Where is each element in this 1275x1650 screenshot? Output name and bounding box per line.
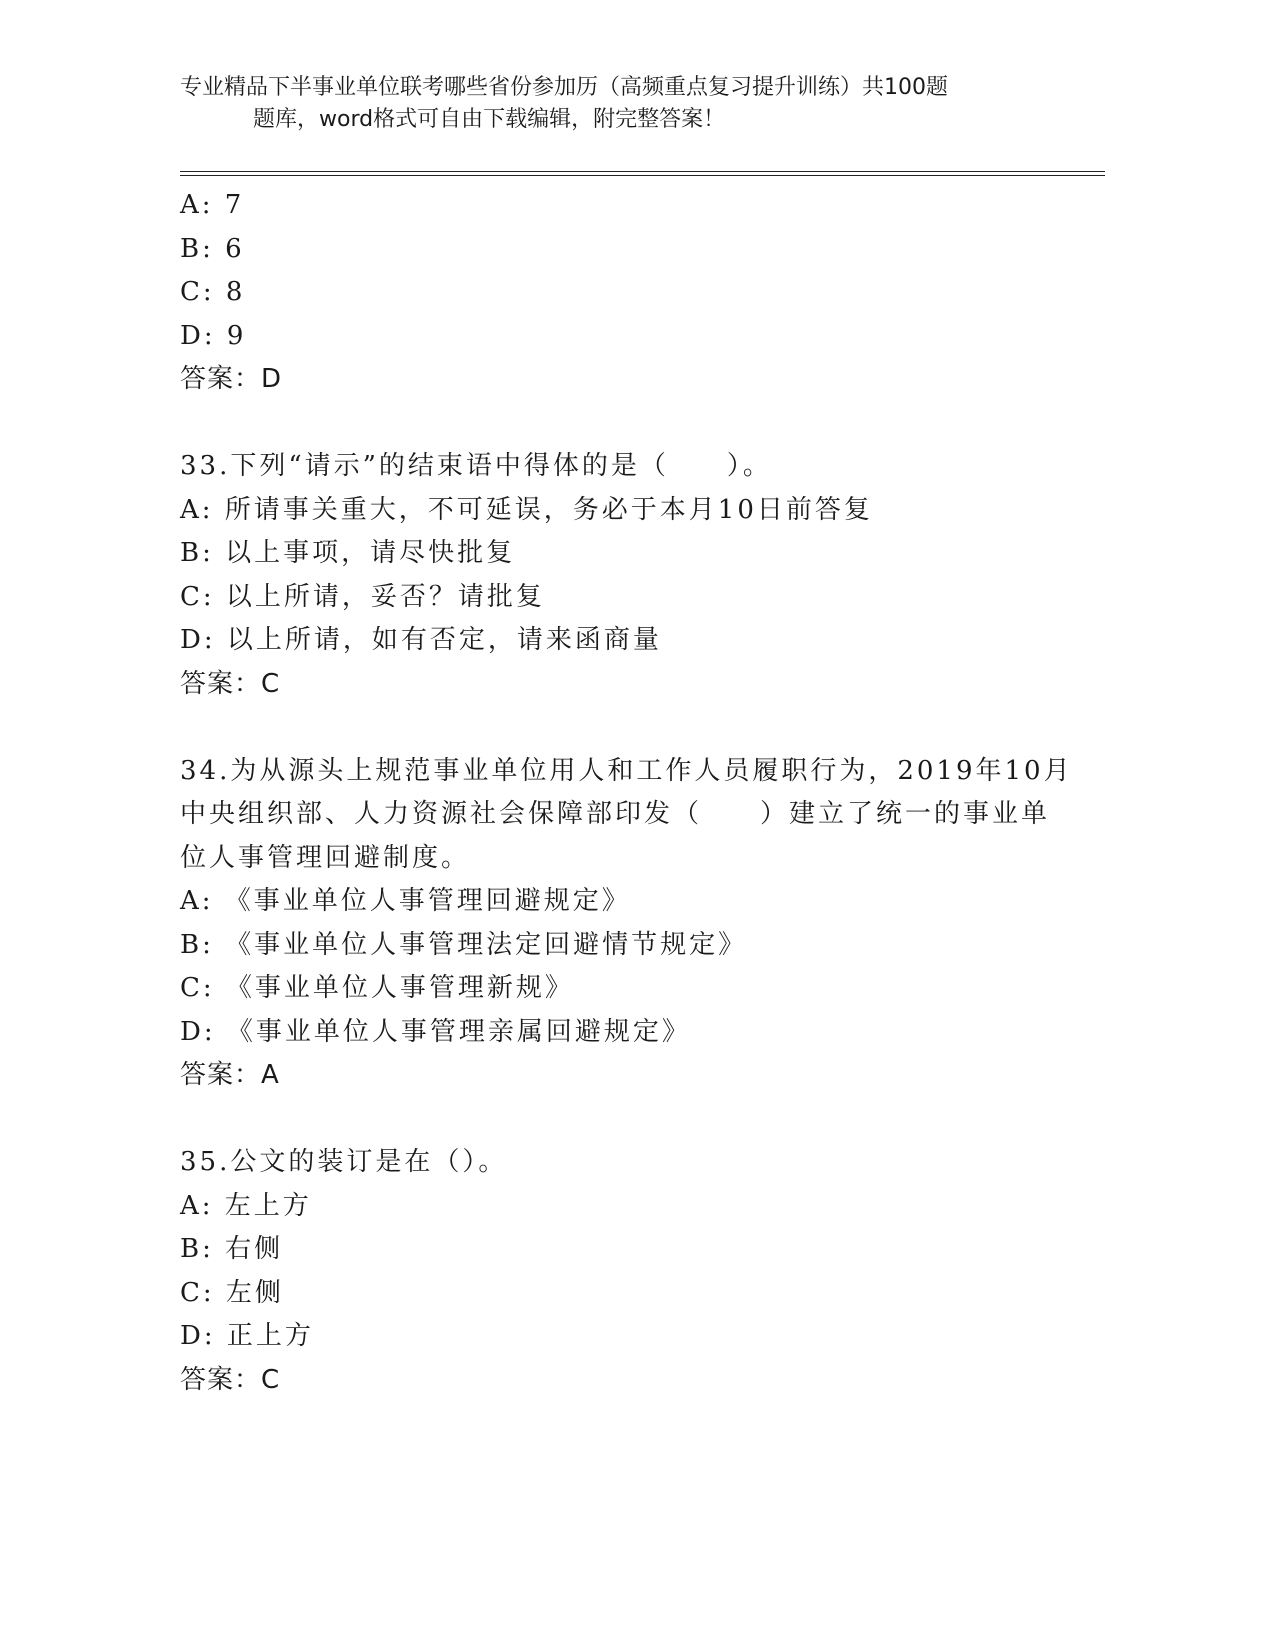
header-line-2: 题库，word格式可自由下载编辑，附完整答案！ (253, 107, 726, 132)
document-header (180, 72, 1060, 136)
option-d: D: 《事业单位人事管理亲属回避规定》 (180, 1016, 691, 1047)
option-c: C: 左侧 (180, 1277, 284, 1308)
answer: 答案：C (180, 668, 281, 699)
question-stem-line-2: 中央组织部、人力资源社会保障部印发（ ）建立了统一的事业单 (180, 799, 1051, 829)
option-b: B: 6 (180, 233, 245, 264)
answer: 答案：C (180, 1364, 281, 1395)
option-a: A: 《事业单位人事管理回避规定》 (180, 886, 631, 916)
question-stem: 35.公文的装订是在（）。 (180, 1147, 508, 1177)
question-stem: 33.下列“请示”的结束语中得体的是（ ）。 (180, 451, 772, 481)
question-34 (180, 750, 1073, 1098)
option-b: B: 以上事项，请尽快批复 (180, 538, 516, 568)
option-c: C: 8 (180, 277, 246, 307)
option-b: B: 右侧 (180, 1234, 284, 1264)
header-line-1: 专业精品下半事业单位联考哪些省份参加历（高频重点复习提升训练）共100题 (180, 75, 948, 100)
option-d: D: 正上方 (180, 1321, 314, 1351)
question-stem-line-1: 34.为从源头上规范事业单位用人和工作人员履职行为，2019年10月 (180, 755, 1073, 786)
option-a: A: 7 (180, 190, 245, 220)
header-rule-bottom (180, 175, 1105, 176)
question-list (180, 184, 1073, 1402)
question-33 (180, 445, 1060, 706)
option-c: C: 《事业单位人事管理新规》 (180, 973, 574, 1003)
question-32 (180, 184, 1060, 402)
option-d: D: 9 (180, 320, 247, 351)
question-stem-line-3: 位人事管理回避制度。 (180, 842, 471, 873)
answer: 答案：A (180, 1060, 280, 1090)
option-b: B: 《事业单位人事管理法定回避情节规定》 (180, 929, 748, 960)
option-a: A: 所请事关重大，不可延误，务必于本月10日前答复 (180, 494, 873, 525)
question-35 (180, 1141, 1060, 1402)
option-a: A: 左上方 (180, 1190, 312, 1221)
answer: 答案：D (180, 364, 283, 394)
option-d: D: 以上所请，如有否定，请来函商量 (180, 625, 662, 655)
spacer (180, 1098, 1060, 1142)
spacer (180, 402, 1060, 446)
spacer (180, 706, 1060, 750)
header-rule-top (180, 171, 1105, 172)
option-c: C: 以上所请，妥否？请批复 (180, 581, 545, 612)
